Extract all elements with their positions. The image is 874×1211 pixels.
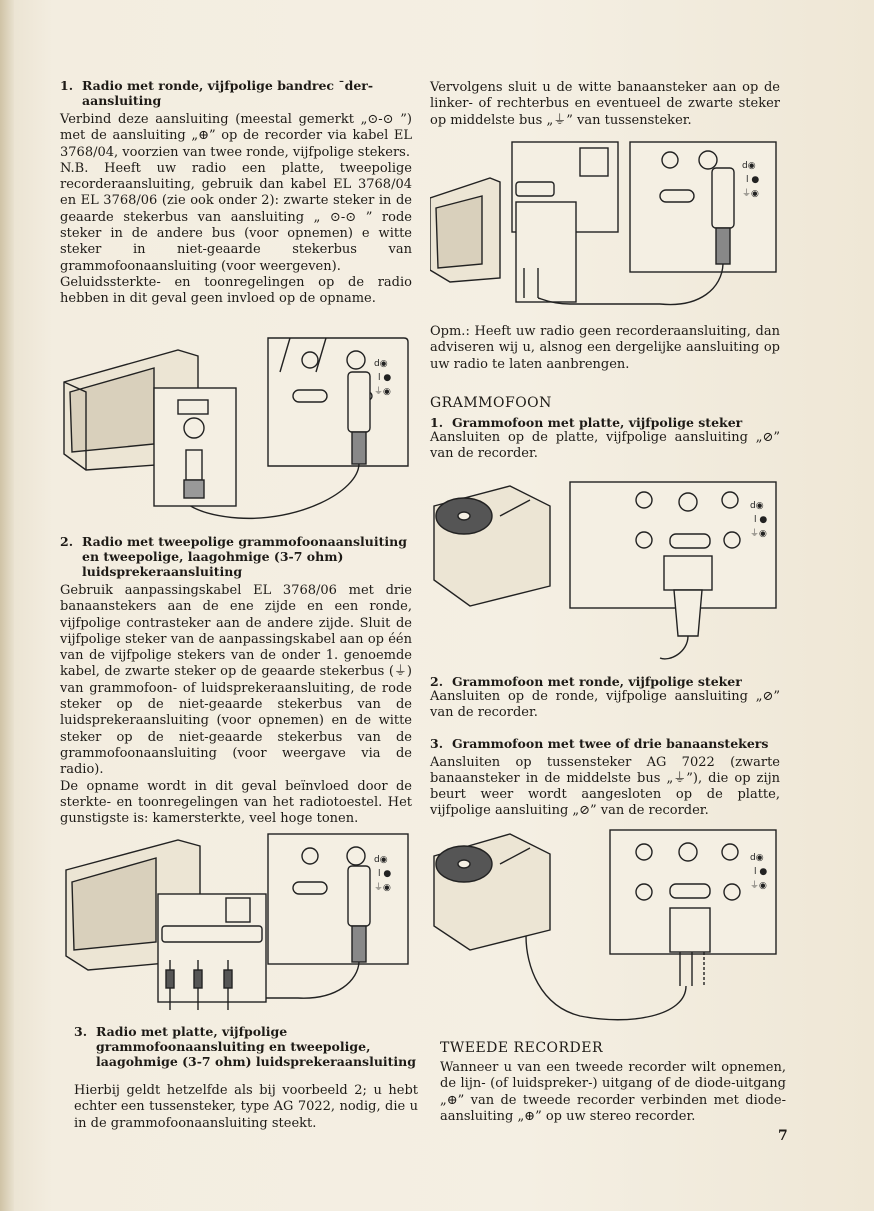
right-column-g2: [430, 674, 780, 820]
svg-text:d◉: d◉: [374, 855, 388, 865]
page-number: 7: [778, 1128, 788, 1144]
g2-number: 2.: [430, 674, 444, 689]
g1-title: [430, 415, 780, 430]
svg-text:l ●: l ●: [746, 175, 760, 185]
diagram-radio-banana-plugs: [58, 830, 410, 1020]
svg-text:l ●: l ●: [378, 869, 392, 879]
grammofoon-heading: GRAMMOFOON: [430, 394, 552, 411]
svg-text:d◉: d◉: [750, 853, 764, 863]
page-edge: [0, 0, 14, 1211]
diagram-radio-round-plug: [58, 332, 410, 522]
tweede-recorder-heading: TWEEDE RECORDER: [440, 1040, 604, 1056]
section-1-paragraph-2: Geluidssterkte- en toonregelingen op de radio hebben in dit geval geen invloed op de opname.: [60, 274, 412, 307]
svg-text:⏚◉: ⏚◉: [374, 387, 391, 397]
g2-title-text: Grammofoon met ronde, vijfpolige steker: [452, 674, 742, 689]
section-1-title: [60, 78, 412, 108]
diagram-turntable-flat-plug: [430, 476, 782, 662]
section-2-paragraph-1: Gebruik aanpassingskabel EL 3768/06 met drie banaanstekers aan de ene zijde en een ronde, vijfpolige contrasteker aan de andere zijde. Sluit de vijfpolige steker van de aanpassingskabel aan op één van de vijfpolige stekers van de onder 1. genoemde kabel, de zwarte steker op de geaarde stekerbus (⏚) van grammofoon- of luidsprekeraansluiting, de rode steker op de niet-geaarde stekerbus van de luidsprekeraansluiting (voor opnemen) en de witte steker op de niet-geaarde stekerbus van de grammofoonaansluiting (voor weergave via de radio).: [60, 583, 412, 778]
svg-text:l ●: l ●: [754, 867, 768, 877]
diagram-turntable-banana-plugs: [430, 826, 782, 1030]
g1-number: 1.: [430, 414, 444, 430]
g1-title-text: Grammofoon met platte, vijfpolige steker: [452, 414, 743, 430]
left-column-2: [60, 534, 412, 827]
section-1-title-text: Radio met ronde, vijfpolige bandrec ˉder-aansluiting: [82, 78, 374, 108]
section-2-number: 2.: [60, 534, 74, 549]
svg-text:d◉: d◉: [742, 161, 756, 171]
diagram-adapter-intermediate: [430, 138, 782, 318]
right-column-top: [430, 80, 780, 129]
g1-text: Aansluiten op de platte, vijfpolige aansluiting „⊘” van de recorder.: [430, 429, 780, 462]
right-column-mid: [430, 324, 780, 462]
g3-text: Aansluiten op tussensteker AG 7022 (zwarte banaansteker in de middelste bus „⏚”), die op zijn beurt weer wordt aangesloten op de platte, vijfpolige aansluiting „⊘” van de recorder.: [430, 754, 780, 819]
left-column-3: [74, 1024, 418, 1132]
section-3-title-text: Radio met platte, vijfpolige grammofoonaansluiting en tweepolige, laagohmige (3-7 ohm) luidsprekeraansluiting: [96, 1024, 417, 1069]
svg-text:d◉: d◉: [750, 501, 764, 511]
g3-title-text: Grammofoon met twee of drie banaanstekers: [452, 735, 769, 751]
svg-text:⏚◉: ⏚◉: [742, 189, 759, 199]
section-1-nb: N.B. Heeft uw radio een platte, tweepolige recorderaansluiting, gebruik dan kabel EL 3768/04 en EL 3768/06 (zie ook onder 2): zwarte steker in de geaarde stekerbus van aansluiting „ ⊙-⊙ ” rode steker in de andere bus (voor opnemen) e witte steker in niet-geaarde stekerbus van grammofoonaansluiting (voor weergeven).: [60, 160, 412, 274]
section-3-title: [74, 1024, 418, 1069]
opm-note: Opm.: Heeft uw radio geen recorderaansluiting, dan adviseren wij u, alsnog een dergelijke aansluiting op uw radio te laten aanbrengen.: [430, 324, 780, 372]
section-2-paragraph-2: De opname wordt in dit geval beïnvloed door de sterkte- en toonregelingen van het radiotoestel. Het gunstigste is: kamersterkte, veel hoge tonen.: [60, 778, 412, 827]
section-2-title: [60, 534, 412, 579]
right-intro-text: Vervolgens sluit u de witte banaansteker aan op de linker- of rechterbus en eventueel de zwarte steker op middelste bus „⏚” van tussensteker.: [430, 80, 780, 128]
section-2-title-text: Radio met tweepolige grammofoonaansluiting en tweepolige, laagohmige (3-7 ohm) luidsprekeraansluiting: [82, 534, 407, 579]
section-3-paragraph-1: Hierbij geldt hetzelfde als bij voorbeeld 2; u hebt echter een tussensteker, type AG 7022, nodig, die u in de grammofoonaansluiting steekt.: [74, 1083, 418, 1131]
section-1-number: 1.: [60, 78, 74, 93]
g3-title: [430, 736, 780, 751]
svg-text:⏚◉: ⏚◉: [750, 529, 767, 539]
g3-number: 3.: [430, 735, 444, 751]
svg-text:d◉: d◉: [374, 359, 388, 369]
right-column-bottom: [440, 1040, 786, 1125]
section-1-paragraph-1: Verbind deze aansluiting (meestal gemerkt „⊙-⊙ ”) met de aansluiting „⊕” op de recorder via kabel EL 3768/04, voorzien van twee ronde, vijfpolige stekers.: [60, 112, 412, 160]
svg-text:l ●: l ●: [378, 373, 392, 383]
svg-text:⏚◉: ⏚◉: [750, 881, 767, 891]
tweede-recorder-text: Wanneer u van een tweede recorder wilt opnemen, de lijn- (of luidspreker-) uitgang of de diode-uitgang „⊕” van de tweede recorder verbinden met diode-aansluiting „⊕” op uw stereo recorder.: [440, 1060, 786, 1124]
left-column: [60, 78, 412, 308]
g2-text: Aansluiten op de ronde, vijfpolige aansluiting „⊘” van de recorder.: [430, 689, 780, 721]
svg-text:⏚◉: ⏚◉: [374, 883, 391, 893]
section-3-number: 3.: [74, 1024, 88, 1039]
svg-text:l ●: l ●: [754, 515, 768, 525]
g2-title: [430, 674, 780, 689]
